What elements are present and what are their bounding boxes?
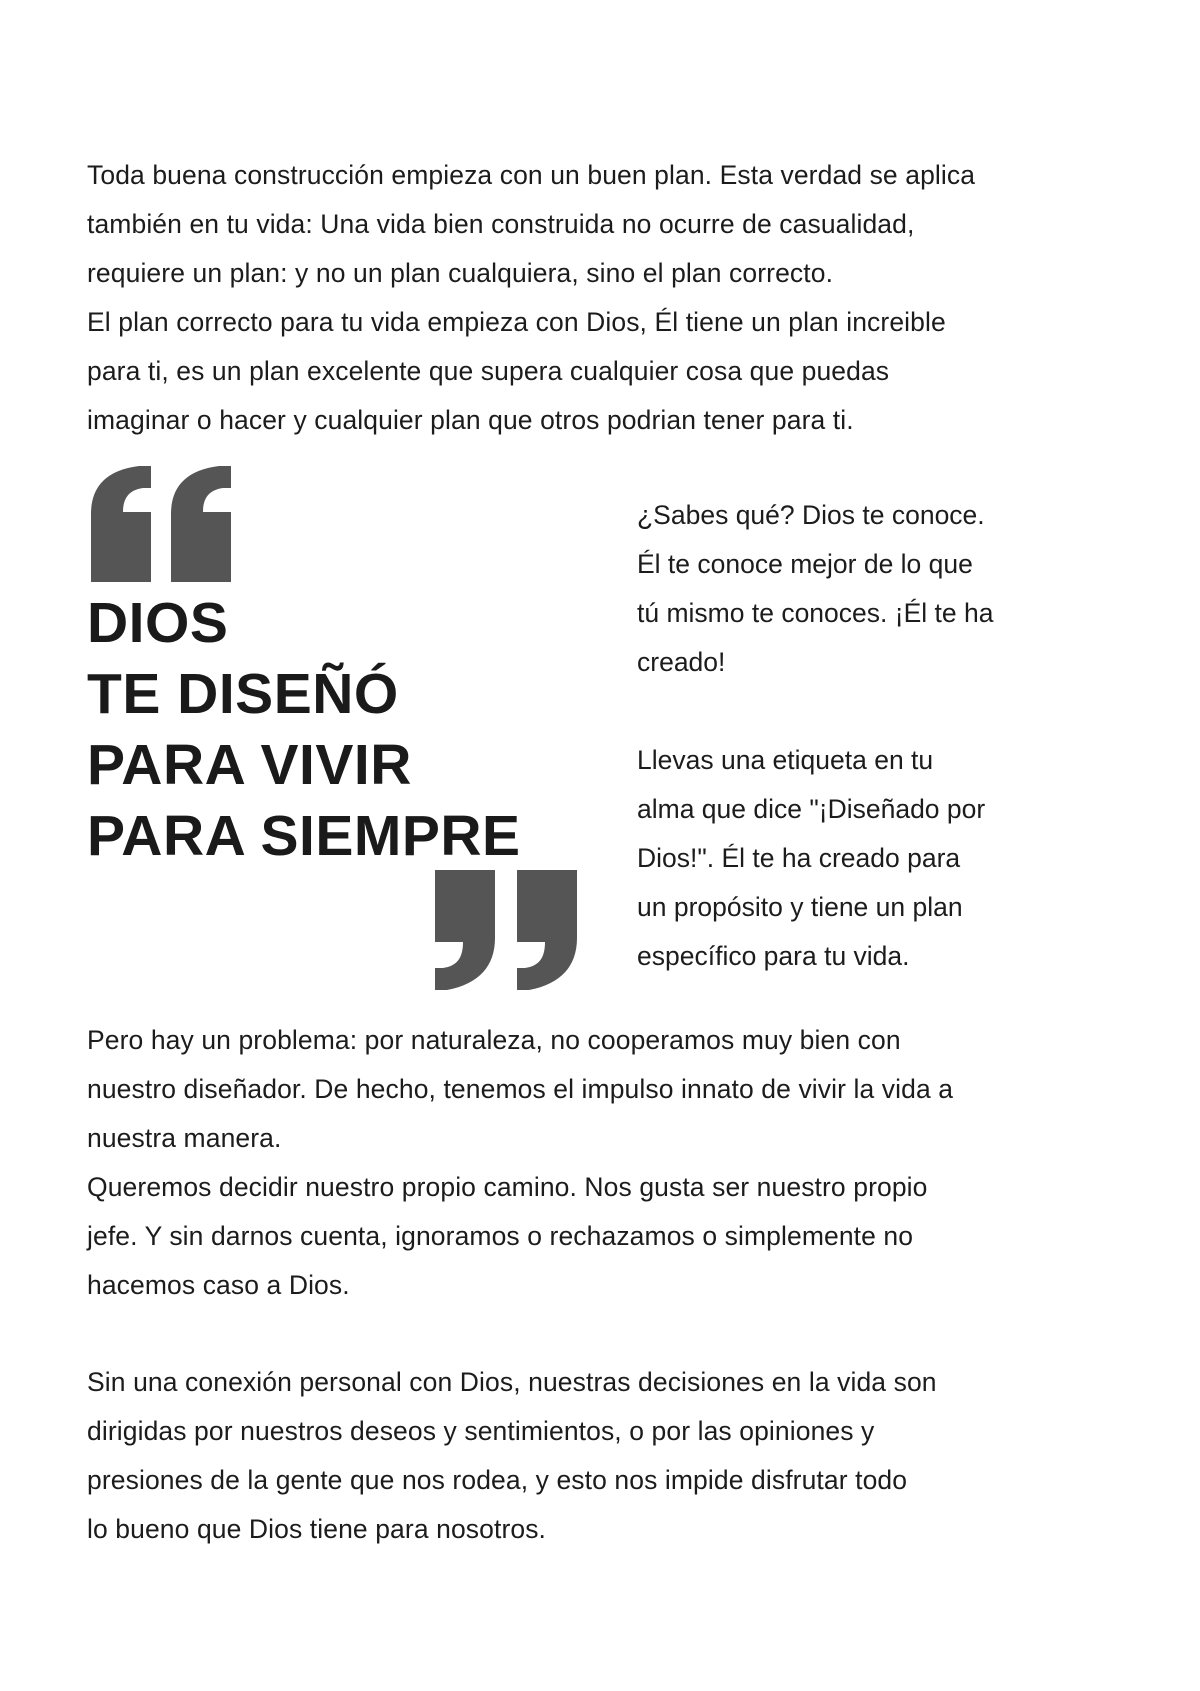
side-paragraph-2 (637, 736, 985, 981)
pull-quote (87, 462, 587, 1002)
text-line: jefe. Y sin darnos cuenta, ignoramos o rechazamos o simplemente no (87, 1221, 914, 1251)
intro-paragraph (87, 151, 975, 445)
headline-line: TE DISEÑÓ (87, 662, 399, 726)
text-line: para ti, es un plan excelente que supera cualquier cosa que puedas (87, 356, 890, 386)
closing-quote-icon (435, 870, 577, 990)
side-paragraph-1 (637, 491, 993, 687)
text-line: Él te conoce mejor de lo que (637, 549, 973, 579)
text-line: Sin una conexión personal con Dios, nuestras decisiones en la vida son (87, 1367, 937, 1397)
text-line: presiones de la gente que nos rodea, y esto nos impide disfrutar todo (87, 1465, 908, 1495)
text-line: requiere un plan: y no un plan cualquiera, sino el plan correcto. (87, 258, 834, 288)
text-line: El plan correcto para tu vida empieza con Dios, Él tiene un plan increible (87, 307, 946, 337)
text-line: Queremos decidir nuestro propio camino. Nos gusta ser nuestro propio (87, 1172, 928, 1202)
headline-line: PARA VIVIR (87, 733, 412, 797)
text-line: tú mismo te conoces. ¡Él te ha (637, 598, 994, 628)
text-line: específico para tu vida. (637, 941, 910, 971)
text-line: creado! (637, 647, 726, 677)
text-line: también en tu vida: Una vida bien construida no ocurre de casualidad, (87, 209, 915, 239)
text-line: dirigidas por nuestros deseos y sentimientos, o por las opiniones y (87, 1416, 875, 1446)
opening-quote-icon (89, 466, 233, 582)
text-line: Dios!". Él te ha creado para (637, 843, 961, 873)
text-line: Llevas una etiqueta en tu (637, 745, 934, 775)
text-line: imaginar o hacer y cualquier plan que otros podrian tener para ti. (87, 405, 854, 435)
text-line: nuestra manera. (87, 1123, 282, 1153)
text-line: Toda buena construcción empieza con un buen plan. Esta verdad se aplica (87, 160, 976, 190)
headline (87, 588, 521, 872)
text-line: un propósito y tiene un plan (637, 892, 963, 922)
headline-line: PARA SIEMPRE (87, 804, 521, 868)
text-line: nuestro diseñador. De hecho, tenemos el impulso innato de vivir la vida a (87, 1074, 954, 1104)
text-line: alma que dice "¡Diseñado por (637, 794, 986, 824)
headline-line: DIOS (87, 591, 229, 655)
text-line: lo bueno que Dios tiene para nosotros. (87, 1514, 547, 1544)
text-line: ¿Sabes qué? Dios te conoce. (637, 500, 985, 530)
text-line: hacemos caso a Dios. (87, 1270, 350, 1300)
problem-paragraph (87, 1016, 953, 1310)
connection-paragraph (87, 1358, 937, 1554)
text-line: Pero hay un problema: por naturaleza, no cooperamos muy bien con (87, 1025, 901, 1055)
